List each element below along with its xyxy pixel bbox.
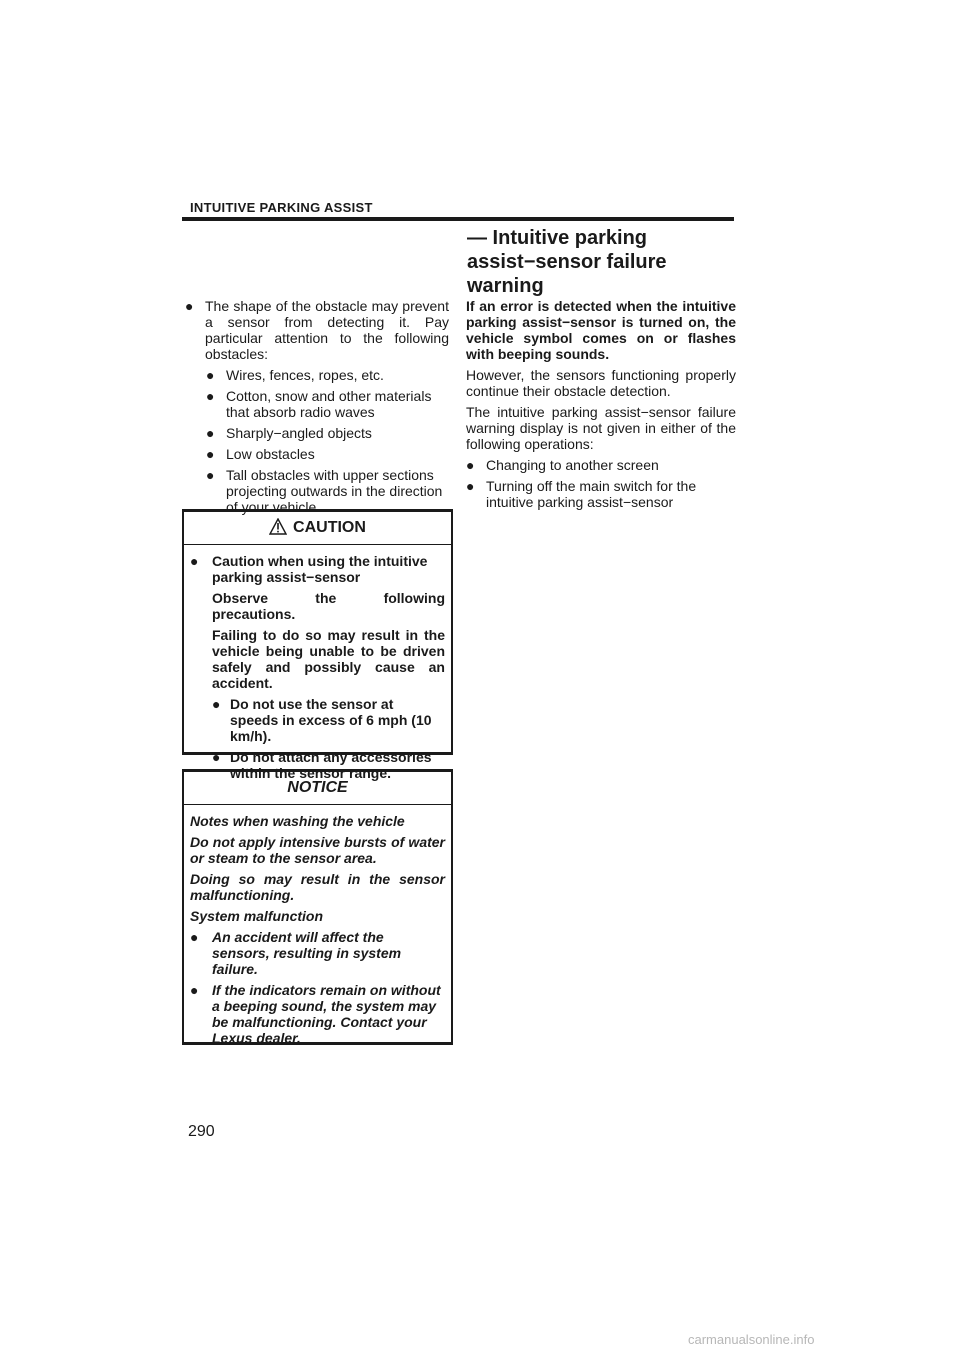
bullet-icon: ● [212, 696, 221, 712]
bullet-icon: ● [212, 749, 221, 765]
list-item-text: Sharply−angled objects [226, 425, 372, 441]
list-item [190, 553, 445, 585]
bullet-icon: ● [190, 929, 199, 945]
bullet-icon: ● [206, 388, 215, 404]
body-paragraph: However, the sensors functioning properly continue their obstacle detection. [466, 367, 736, 399]
list-item [206, 467, 449, 515]
list-item-text: Do not attach any accessories within the sensor range. [230, 749, 432, 781]
caution-title: CAUTION [293, 519, 366, 536]
notice-text: Doing so may result in the sensor malfunctioning. [190, 871, 445, 903]
notice-heading: NOTICE [184, 772, 451, 805]
notice-box [182, 769, 453, 1045]
bullet-icon: ● [206, 467, 215, 483]
list-item [212, 696, 445, 744]
list-item-text: Caution when using the intuitive parking assist−sensor [212, 553, 428, 585]
section-title [467, 226, 737, 298]
header-rule [182, 217, 734, 221]
notice-text: Do not apply intensive bursts of water or steam to the sensor area. [190, 834, 445, 866]
warning-triangle-icon [269, 518, 287, 535]
list-item-text: Turning off the main switch for the intuitive parking assist−sensor [486, 478, 697, 510]
list-item [206, 425, 449, 441]
right-column [466, 298, 736, 515]
bullet-icon: ● [190, 982, 199, 998]
notice-text: System malfunction [190, 908, 324, 924]
left-column [185, 298, 449, 520]
list-item-text: If the indicators remain on without a beeping sound, the system may be malfunctioning. Contact your Lexus dealer. [212, 982, 441, 1046]
list-item-text: Do not use the sensor at speeds in excess of 6 mph (10 km/h). [230, 696, 432, 744]
bullet-icon: ● [206, 367, 215, 383]
bullet-icon: ● [190, 553, 199, 569]
list-item [466, 478, 736, 510]
list-item-text: Changing to another screen [486, 457, 659, 473]
bullet-icon: ● [466, 478, 475, 494]
list-item-text: Cotton, snow and other materials that absorb radio waves [226, 388, 432, 420]
intro-text: The shape of the obstacle may prevent a sensor from detecting it. Pay particular attention to the following obstacles: [205, 298, 449, 362]
list-item-text: Low obstacles [226, 446, 315, 462]
list-item [206, 446, 449, 462]
list-item-text: Tall obstacles with upper sections projecting outwards in the direction of your vehicle [226, 467, 443, 515]
caution-box [182, 509, 453, 781]
section-title-line: assist−sensor failure [467, 251, 667, 273]
running-header: INTUITIVE PARKING ASSIST [190, 200, 373, 215]
body-paragraph: The intuitive parking assist−sensor failure warning display is not given in either of the following operations: [466, 404, 736, 452]
lead-paragraph: If an error is detected when the intuitive parking assist−sensor is turned on, the vehicle symbol comes on or flashes with beeping sounds. [466, 298, 736, 362]
section-title-line: — Intuitive parking [467, 227, 648, 249]
watermark: carmanualsonline.info [688, 1332, 815, 1347]
list-item [190, 982, 445, 1046]
list-item-text: Wires, fences, ropes, etc. [226, 367, 384, 383]
list-item [206, 367, 449, 383]
bullet-icon: ● [466, 457, 475, 473]
list-item [185, 298, 449, 362]
list-item-text: An accident will affect the sensors, resulting in system failure. [212, 929, 402, 977]
notice-text: Notes when washing the vehicle [190, 813, 405, 829]
bullet-icon: ● [185, 298, 194, 314]
caution-heading [184, 512, 451, 545]
bullet-icon: ● [206, 425, 215, 441]
bullet-icon: ● [206, 446, 215, 462]
list-item [206, 388, 449, 420]
section-title-line: warning [467, 275, 544, 297]
list-item [466, 457, 736, 473]
caution-text: Failing to do so may result in the vehicle being unable to be driven safely and possibly cause an accident. [212, 627, 445, 691]
list-item [190, 929, 445, 977]
page-number: 290 [188, 1123, 215, 1140]
caution-text: Observe the following precautions. [212, 590, 445, 622]
